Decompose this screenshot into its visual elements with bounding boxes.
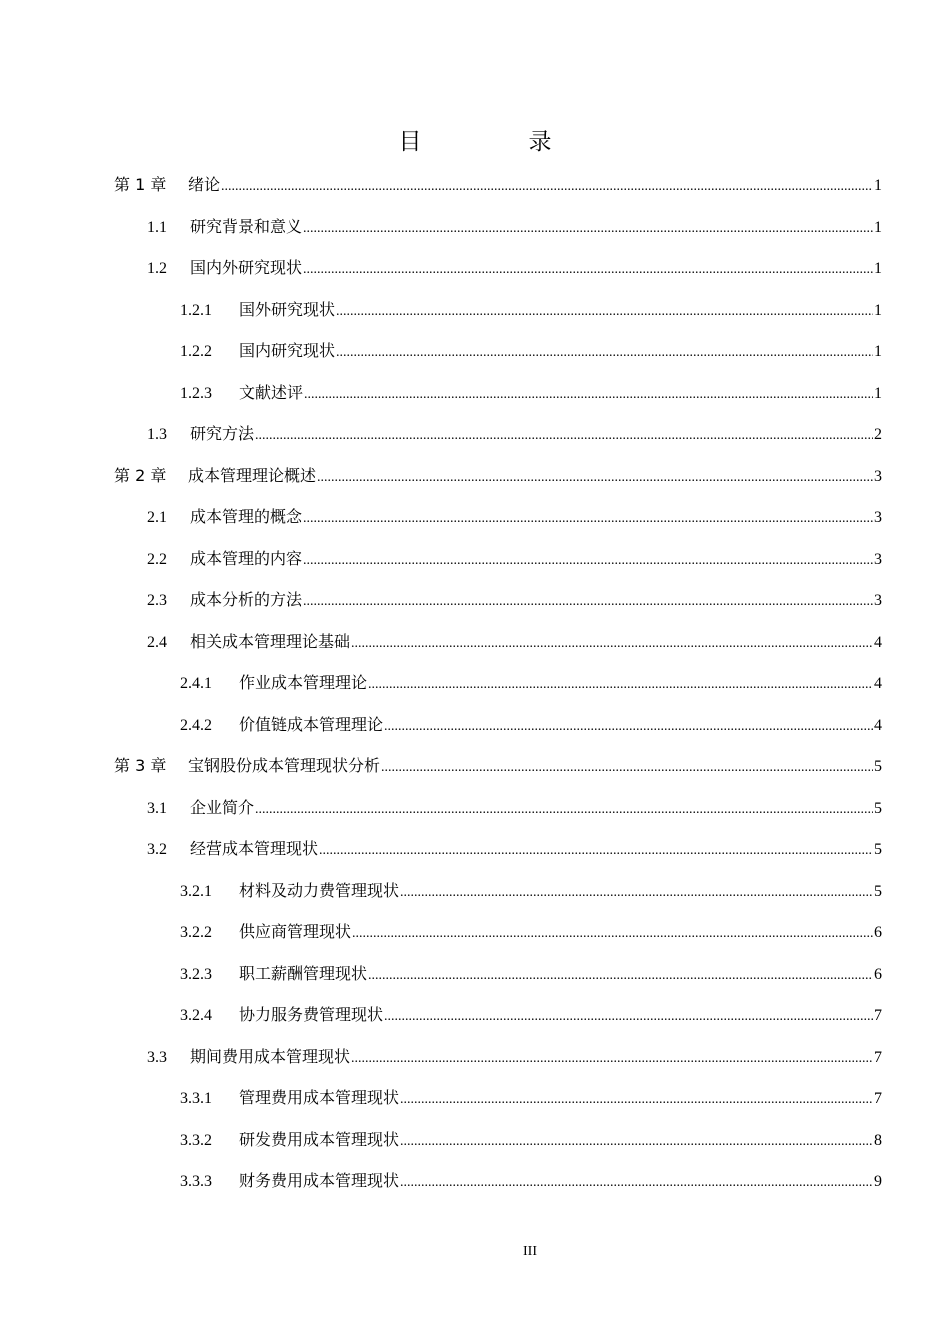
toc-entry-number: 2.4 xyxy=(147,633,167,651)
toc-dot-leader xyxy=(368,673,873,697)
toc-entry-label: 成本分析的方法 xyxy=(190,590,303,609)
toc-entry-page: 4 xyxy=(874,633,882,651)
toc-entry-page: 4 xyxy=(874,675,882,692)
toc-entry-label: 作业成本管理理论 xyxy=(239,673,368,692)
toc-entry-label: 研究背景和意义 xyxy=(190,216,303,236)
toc-entry[interactable] xyxy=(180,920,882,944)
toc-entry-page: 1 xyxy=(874,343,882,360)
toc-dot-leader xyxy=(221,175,873,199)
footer-page-number: III xyxy=(523,1244,537,1259)
toc-dot-leader xyxy=(303,258,873,282)
toc-dot-leader xyxy=(384,715,873,739)
toc-entry-page: 7 xyxy=(874,1007,882,1024)
toc-entry[interactable] xyxy=(180,962,882,986)
toc-entry-number: 1.3 xyxy=(147,426,167,443)
toc-dot-leader xyxy=(400,1088,873,1112)
toc-entry-page: 3 xyxy=(874,550,882,568)
toc-entry-page: 7 xyxy=(874,1048,882,1066)
toc-entry-label: 研发费用成本管理现状 xyxy=(239,1129,400,1149)
toc-entry-label: 宝钢股份成本管理现状分析 xyxy=(188,756,381,775)
toc-entry-page: 1 xyxy=(874,218,882,236)
toc-entry-label: 绪论 xyxy=(188,175,221,194)
toc-entry-label: 企业简介 xyxy=(190,797,255,817)
toc-dot-leader xyxy=(255,798,873,822)
toc-entry[interactable] xyxy=(180,381,882,405)
toc-entry-label: 材料及动力费管理现状 xyxy=(239,880,400,900)
toc-entry-number: 1.2.3 xyxy=(180,384,212,402)
toc-entry-number: 第 3 章 xyxy=(114,756,167,775)
toc-entry[interactable] xyxy=(147,837,882,861)
toc-dot-leader xyxy=(400,1130,873,1154)
toc-dot-leader xyxy=(351,632,873,656)
toc-entry-label: 价值链成本管理理论 xyxy=(239,714,384,734)
toc-entry-label: 管理费用成本管理现状 xyxy=(239,1088,400,1107)
toc-entry-number: 1.1 xyxy=(147,218,167,236)
toc-entry[interactable] xyxy=(147,1045,882,1069)
toc-entry-number: 第 1 章 xyxy=(114,175,167,194)
toc-entry-label: 研究方法 xyxy=(190,424,255,443)
toc-dot-leader xyxy=(304,383,873,407)
toc-dot-leader xyxy=(319,839,873,863)
toc-entry-number: 2.1 xyxy=(147,509,167,526)
toc-entry-number: 2.4.2 xyxy=(180,716,212,734)
toc-dot-leader xyxy=(303,507,873,531)
toc-entry-number: 3.3.1 xyxy=(180,1090,212,1107)
toc-dot-leader xyxy=(400,881,873,905)
toc-entry-page: 4 xyxy=(874,716,882,734)
toc-entry-label: 期间费用成本管理现状 xyxy=(190,1046,351,1066)
toc-entry-label: 协力服务费管理现状 xyxy=(239,1005,384,1024)
toc-entry-page: 1 xyxy=(874,177,882,194)
toc-entry[interactable] xyxy=(114,464,882,488)
toc-entry-number: 3.2.1 xyxy=(180,882,212,900)
toc-entry[interactable] xyxy=(180,298,882,322)
toc-entry[interactable] xyxy=(180,1003,882,1027)
toc-entry[interactable] xyxy=(180,339,882,363)
toc-dot-leader xyxy=(303,217,873,241)
toc-dot-leader xyxy=(381,756,873,780)
toc-entry-number: 3.2.4 xyxy=(180,1007,212,1024)
toc-entry-number: 3.1 xyxy=(147,799,167,817)
toc-entry-number: 3.2.3 xyxy=(180,965,212,983)
toc-dot-leader xyxy=(368,964,873,988)
toc-entry[interactable] xyxy=(147,422,882,446)
toc-entry-label: 文献述评 xyxy=(239,382,304,402)
toc-dot-leader xyxy=(351,1047,873,1071)
toc-entry-label: 经营成本管理现状 xyxy=(190,839,319,858)
toc-entry-number: 3.3 xyxy=(147,1048,167,1066)
toc-entry-number: 第 2 章 xyxy=(114,465,167,485)
toc-dot-leader xyxy=(303,549,873,573)
toc-dot-leader xyxy=(336,341,873,365)
toc-entry-page: 1 xyxy=(874,384,882,402)
toc-entry-page: 3 xyxy=(874,467,882,485)
toc-entry-page: 1 xyxy=(874,301,882,319)
toc-entry-page: 6 xyxy=(874,924,882,941)
toc-entry-label: 国内外研究现状 xyxy=(190,258,303,277)
toc-entry[interactable] xyxy=(180,713,882,737)
toc-entry[interactable] xyxy=(114,754,882,778)
toc-entry[interactable] xyxy=(180,1086,882,1110)
toc-entry-number: 3.3.3 xyxy=(180,1173,212,1190)
toc-entry-number: 2.3 xyxy=(147,592,167,609)
toc-dot-leader xyxy=(384,1005,873,1029)
toc-title: 目 录 xyxy=(398,129,594,155)
toc-entry-page: 1 xyxy=(874,260,882,277)
toc-dot-leader xyxy=(255,424,873,448)
toc-entry-number: 2.2 xyxy=(147,550,167,568)
toc-entry-page: 3 xyxy=(874,509,882,526)
toc-entry-label: 财务费用成本管理现状 xyxy=(239,1171,400,1190)
toc-entry-number: 3.2 xyxy=(147,841,167,858)
toc-entry-page: 5 xyxy=(874,841,882,858)
toc-entry-label: 供应商管理现状 xyxy=(239,922,352,941)
toc-entry-page: 9 xyxy=(874,1173,882,1190)
toc-entry[interactable] xyxy=(147,505,882,529)
toc-entry[interactable] xyxy=(180,1128,882,1152)
toc-entry[interactable] xyxy=(147,630,882,654)
toc-entry-page: 2 xyxy=(874,426,882,443)
toc-entry-page: 5 xyxy=(874,882,882,900)
toc-dot-leader xyxy=(336,300,873,324)
toc-entry[interactable] xyxy=(147,256,882,280)
toc-entry-label: 国内研究现状 xyxy=(239,341,336,360)
toc-entry[interactable] xyxy=(147,215,882,239)
toc-entry[interactable] xyxy=(180,671,882,695)
toc-entry-number: 2.4.1 xyxy=(180,675,212,692)
toc-entry-number: 1.2 xyxy=(147,260,167,277)
toc-entry-page: 5 xyxy=(874,758,882,775)
toc-entry-label: 相关成本管理理论基础 xyxy=(190,631,351,651)
toc-entry[interactable] xyxy=(114,173,882,197)
toc-entry-label: 职工薪酬管理现状 xyxy=(239,963,368,983)
toc-entry-page: 5 xyxy=(874,799,882,817)
toc-dot-leader xyxy=(317,466,873,490)
toc-entry[interactable] xyxy=(180,1169,882,1193)
toc-entry[interactable] xyxy=(180,879,882,903)
toc-entry-label: 成本管理理论概述 xyxy=(188,465,317,485)
toc-entry-number: 1.2.1 xyxy=(180,301,212,319)
toc-entry-page: 6 xyxy=(874,965,882,983)
toc-entry-label: 成本管理的内容 xyxy=(190,548,303,568)
toc-entry[interactable] xyxy=(147,588,882,612)
toc-dot-leader xyxy=(400,1171,873,1195)
toc-entry-label: 国外研究现状 xyxy=(239,299,336,319)
toc-entry[interactable] xyxy=(147,796,882,820)
toc-entry-page: 7 xyxy=(874,1090,882,1107)
toc-entry-number: 3.3.2 xyxy=(180,1131,212,1149)
toc-entry[interactable] xyxy=(147,547,882,571)
toc-dot-leader xyxy=(352,922,873,946)
toc-entry-page: 3 xyxy=(874,592,882,609)
toc-dot-leader xyxy=(303,590,873,614)
toc-entry-number: 3.2.2 xyxy=(180,924,212,941)
toc-entry-page: 8 xyxy=(874,1131,882,1149)
toc-entry-number: 1.2.2 xyxy=(180,343,212,360)
toc-entry-label: 成本管理的概念 xyxy=(190,507,303,526)
